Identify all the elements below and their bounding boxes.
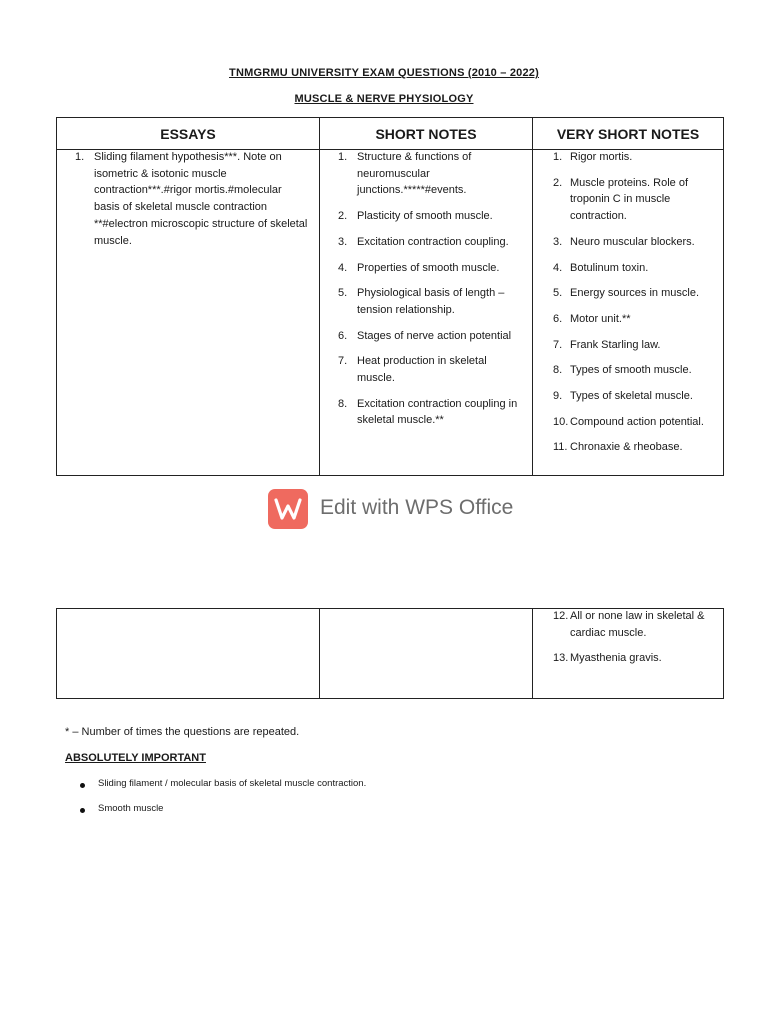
item-number: 7. [338, 355, 348, 368]
footnote: * – Number of times the questions are repeated. [65, 726, 300, 738]
essays-cell-continued [57, 609, 320, 699]
list-item [533, 439, 723, 456]
item-number: 10. [553, 415, 569, 428]
short-notes-list [320, 149, 532, 429]
item-number: 1. [338, 151, 348, 163]
item-text: Frank Starling law. [570, 338, 661, 351]
list-item [533, 311, 723, 328]
list-item [320, 234, 532, 251]
list-item [320, 396, 532, 429]
item-text: Stages of nerve action potential [357, 329, 512, 342]
column-header-short-notes: SHORT NOTES [320, 118, 533, 150]
item-text: All or none law in skeletal & cardiac muscle. [570, 610, 705, 639]
item-number: 1. [75, 151, 85, 163]
column-header-very-short-notes: VERY SHORT NOTES [533, 118, 724, 150]
item-text: Excitation contraction coupling. [357, 235, 509, 248]
item-text: Physiological basis of length – tension relationship. [357, 287, 505, 316]
very-short-notes-cell [533, 150, 724, 476]
questions-table [56, 117, 724, 476]
item-number: 8. [553, 364, 563, 377]
item-text: Excitation contraction coupling in skeletal muscle.** [357, 397, 518, 427]
very-short-notes-cell-continued [533, 609, 724, 699]
list-item [320, 149, 532, 199]
short-notes-cell-continued [320, 609, 533, 699]
item-number: 6. [338, 329, 348, 342]
item-text: Structure & functions of neuromuscular junctions.*****#events. [357, 151, 472, 197]
list-item [533, 149, 723, 166]
list-item [320, 328, 532, 345]
item-number: 7. [553, 338, 563, 351]
item-text: Motor unit.** [570, 312, 631, 325]
item-number: 12. [553, 610, 569, 622]
wps-watermark-text: Edit with WPS Office [320, 496, 514, 519]
important-heading: ABSOLUTELY IMPORTANT [65, 752, 206, 764]
item-text: Plasticity of smooth muscle. [357, 210, 493, 223]
wps-watermark[interactable] [268, 489, 518, 529]
list-item [320, 353, 532, 386]
item-text: Types of smooth muscle. [570, 364, 692, 377]
item-number: 1. [553, 151, 563, 163]
item-text: Neuro muscular blockers. [570, 235, 695, 248]
item-text: Properties of smooth muscle. [357, 261, 500, 274]
list-item [533, 175, 723, 225]
list-item [533, 260, 723, 277]
item-text: Chronaxie & rheobase. [570, 441, 683, 454]
item-number: 3. [338, 235, 348, 248]
bullet-icon [80, 808, 85, 813]
short-notes-cell [320, 150, 533, 476]
item-number: 5. [553, 287, 563, 300]
document-title: TNMGRMU UNIVERSITY EXAM QUESTIONS (2010 – 2022) [229, 67, 539, 79]
item-number: 4. [338, 261, 348, 274]
table-row [57, 609, 724, 699]
item-text: Botulinum toxin. [570, 261, 649, 274]
table-row [57, 150, 724, 476]
bullet-icon [80, 783, 85, 788]
item-text: Compound action potential. [570, 415, 704, 428]
item-text: Muscle proteins. Role of troponin C in muscle contraction. [570, 176, 688, 223]
list-item [533, 608, 723, 641]
very-short-notes-list-continued [533, 608, 723, 667]
item-text: Energy sources in muscle. [570, 287, 699, 300]
item-number: 6. [553, 312, 563, 325]
list-item [533, 337, 723, 354]
list-item [57, 149, 319, 249]
item-number: 9. [553, 390, 563, 403]
item-number: 5. [338, 287, 348, 300]
item-number: 3. [553, 235, 563, 248]
list-item [533, 650, 723, 667]
item-number: 4. [553, 261, 563, 274]
list-item [320, 208, 532, 225]
document-subtitle: MUSCLE & NERVE PHYSIOLOGY [294, 93, 474, 105]
list-item [533, 414, 723, 431]
item-number: 11. [553, 441, 568, 454]
wps-logo-icon [268, 489, 308, 529]
essays-cell [57, 150, 320, 476]
item-text: Rigor mortis. [570, 151, 633, 163]
column-header-essays: ESSAYS [57, 118, 320, 150]
item-text: Types of skeletal muscle. [570, 390, 693, 403]
list-item [320, 260, 532, 277]
list-item [533, 234, 723, 251]
list-item [533, 388, 723, 405]
list-item [533, 285, 723, 302]
item-number: 8. [338, 397, 348, 410]
item-text: Myasthenia gravis. [570, 652, 662, 665]
item-text: Sliding filament hypothesis***. Note on isometric & isotonic muscle contraction***.#rigor mortis.#molecular basis of skeletal muscle contraction **#electron microscopic structure of skeletal muscle. [94, 151, 308, 247]
list-item [320, 285, 532, 318]
item-number: 2. [553, 176, 563, 189]
essays-list [57, 149, 319, 249]
item-text: Heat production in skeletal muscle. [357, 355, 487, 385]
item-number: 2. [338, 210, 348, 223]
list-item [533, 362, 723, 379]
questions-table-continued [56, 608, 724, 699]
item-number: 13. [553, 652, 569, 665]
very-short-notes-list [533, 149, 723, 456]
table-header-row [57, 118, 724, 150]
